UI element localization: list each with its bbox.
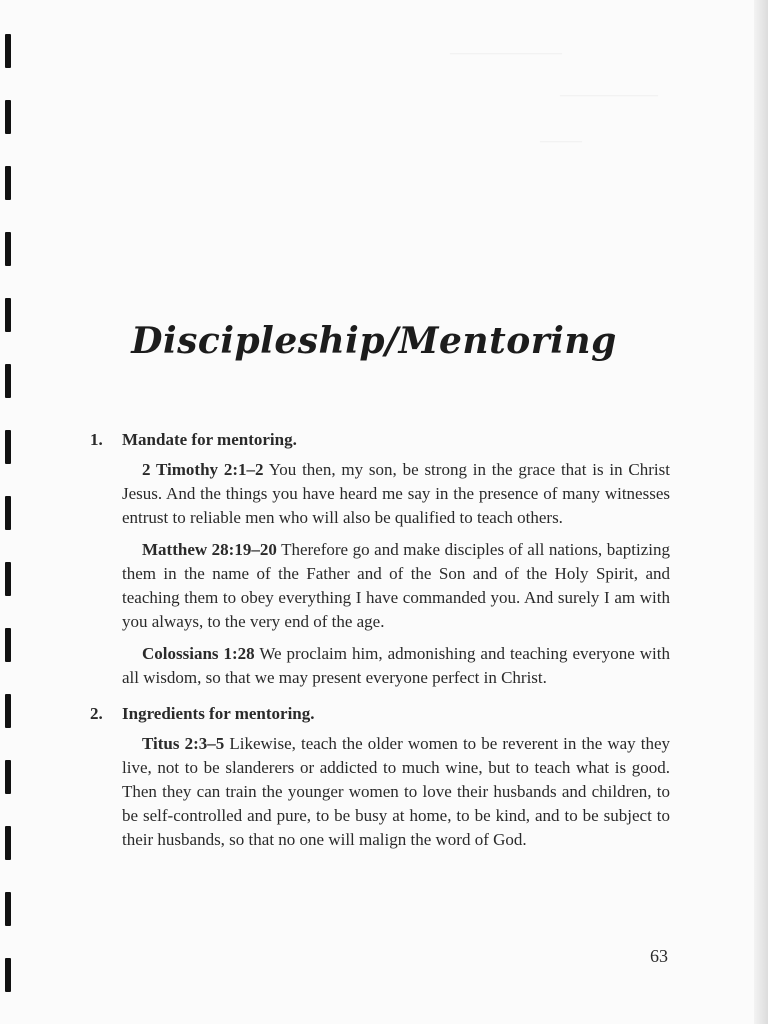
section-title: Ingredients for mentoring.: [122, 704, 315, 723]
scripture-passage: [122, 538, 670, 634]
scripture-reference: 2 Timothy 2:1–2: [142, 460, 264, 479]
binding-ring: [5, 826, 11, 860]
section-number: 2.: [90, 704, 103, 723]
binding-ring: [5, 364, 11, 398]
binding-ring: [5, 958, 11, 992]
bleed-through-text: ———————: [560, 88, 658, 103]
binding-ring: [5, 694, 11, 728]
scripture-reference: Titus 2:3–5: [142, 734, 225, 753]
scripture-passage: [122, 732, 670, 852]
section-number: 1.: [90, 430, 103, 449]
binding-ring: [5, 100, 11, 134]
section-heading: [90, 702, 670, 726]
binding-ring: [5, 760, 11, 794]
scripture-passage: [122, 642, 670, 690]
scripture-reference: Colossians 1:28: [142, 644, 255, 663]
bleed-through-text: ————————: [450, 46, 562, 61]
page-content: [90, 428, 670, 860]
page-number: 63: [650, 946, 668, 966]
section-heading: [90, 428, 670, 452]
binding-ring: [5, 232, 11, 266]
page-edge-shadow: [754, 0, 768, 1024]
scripture-reference: Matthew 28:19–20: [142, 540, 277, 559]
binding-ring: [5, 496, 11, 530]
binding-ring: [5, 430, 11, 464]
spiral-binding: [0, 0, 20, 1024]
scripture-text: Likewise, teach the older women to be reverent in the way they live, not to be slanderers or addicted to much wine, but to teach what is good. Then they can train the younger women to love their husbands and children, to be self-controlled and pure, to be busy at home, to be kind, and to be subject to their husbands, so that no one will malign the word of God.: [122, 734, 671, 849]
binding-ring: [5, 34, 11, 68]
scripture-text: You then, my son, be strong in the grace that is in Christ Jesus. And the things you have heard me say in the presence of many witnesses entrust to reliable men who will also be qualified to teach others.: [122, 460, 670, 527]
bleed-through-text: ———: [540, 134, 582, 149]
section-title: Mandate for mentoring.: [122, 430, 297, 449]
scripture-text: Therefore go and make disciples of all nations, baptizing them in the name of the Father and of the Son and of the Holy Spirit, and teaching them to obey everything I have commanded you. And surely I am with you always, to the very end of the age.: [122, 540, 670, 631]
binding-ring: [5, 892, 11, 926]
binding-ring: [5, 166, 11, 200]
scripture-text: We proclaim him, admonishing and teaching everyone with all wisdom, so that we may present everyone perfect in Christ.: [122, 644, 670, 687]
page-title: Discipleship/Mentoring: [131, 320, 617, 363]
scripture-passage: [122, 458, 670, 530]
binding-ring: [5, 562, 11, 596]
binding-ring: [5, 628, 11, 662]
